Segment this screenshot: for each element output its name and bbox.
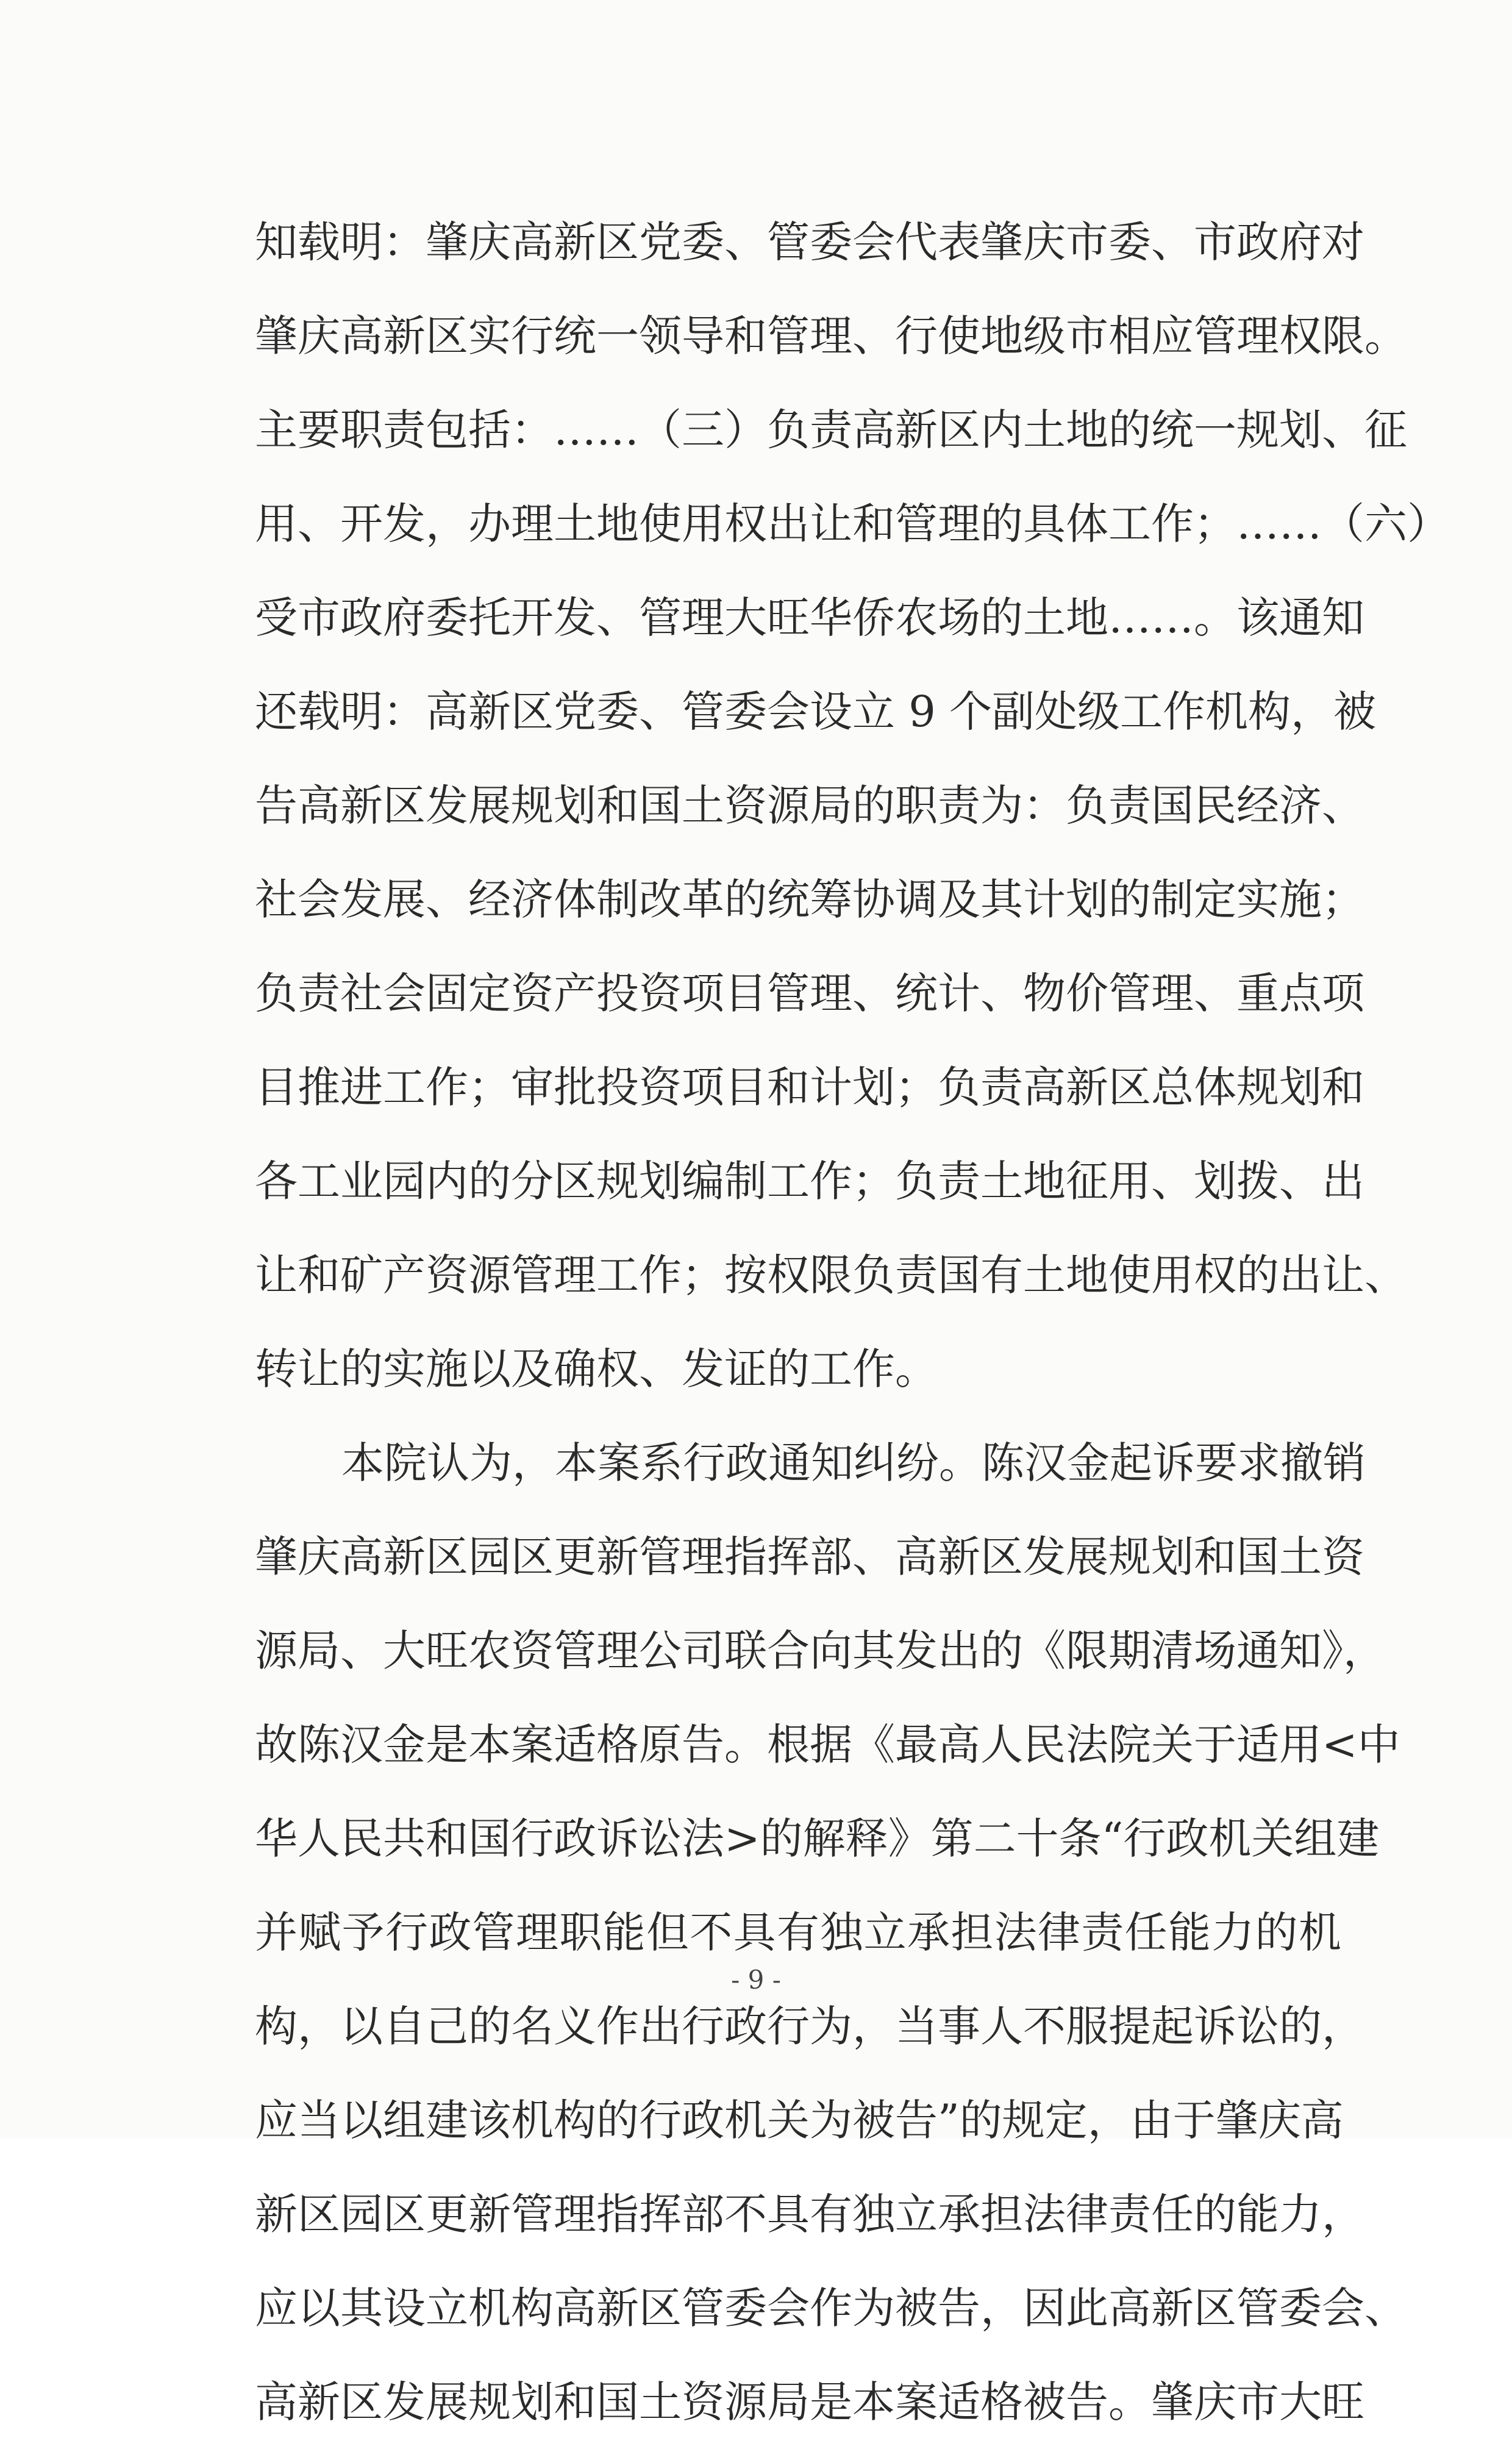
text-line: 还载明：高新区党委、管委会设立 9 个副处级工作机构，被 bbox=[255, 687, 1377, 737]
text-line: 高新区发展规划和国土资源局是本案适格被告。肇庆市大旺 bbox=[255, 2377, 1364, 2427]
text-line: 主要职责包括：……（三）负责高新区内土地的统一规划、征 bbox=[255, 405, 1407, 455]
text-line: 社会发展、经济体制改革的统筹协调及其计划的制定实施； bbox=[255, 874, 1364, 924]
text-line: 让和矿产资源管理工作；按权限负责国有土地使用权的出让、 bbox=[255, 1250, 1407, 1300]
text-line: 肇庆高新区实行统一领导和管理、行使地级市相应管理权限。 bbox=[255, 311, 1407, 361]
page-number: - 9 - bbox=[731, 1965, 781, 1995]
text-line: 负责社会固定资产投资项目管理、统计、物价管理、重点项 bbox=[255, 968, 1364, 1018]
text-line: 目推进工作；审批投资项目和计划；负责高新区总体规划和 bbox=[255, 1062, 1364, 1112]
body-text bbox=[255, 195, 1450, 2449]
text-line: 新区园区更新管理指挥部不具有独立承担法律责任的能力， bbox=[255, 2189, 1364, 2239]
text-line: 转让的实施以及确权、发证的工作。 bbox=[255, 1344, 938, 1394]
text-line: 并赋予行政管理职能但不具有独立承担法律责任能力的机 bbox=[255, 1907, 1341, 1957]
text-line: 受市政府委托开发、管理大旺华侨农场的土地……。该通知 bbox=[255, 593, 1364, 643]
text-line: 各工业园内的分区规划编制工作；负责土地征用、划拨、出 bbox=[255, 1156, 1364, 1206]
text-line: 应当以组建该机构的行政机关为被告”的规定，由于肇庆高 bbox=[255, 2095, 1344, 2145]
text-line: 用、开发，办理土地使用权出让和管理的具体工作；……（六） bbox=[255, 499, 1450, 549]
text-line: 告高新区发展规划和国土资源局的职责为：负责国民经济、 bbox=[255, 781, 1364, 831]
text-line: 构，以自己的名义作出行政行为，当事人不服提起诉讼的， bbox=[255, 2001, 1364, 2051]
text-line: 故陈汉金是本案适格原告。根据《最高人民法院关于适用<中 bbox=[255, 1720, 1400, 1770]
text-line: 应以其设立机构高新区管委会作为被告，因此高新区管委会、 bbox=[255, 2283, 1407, 2333]
text-line: 源局、大旺农资管理公司联合向其发出的《限期清场通知》， bbox=[255, 1626, 1386, 1676]
text-line: 华人民共和国行政诉讼法>的解释》第二十条“行政机关组建 bbox=[255, 1814, 1380, 1864]
paragraph-first-line: 本院认为，本案系行政通知纠纷。陈汉金起诉要求撤销 bbox=[341, 1438, 1366, 1488]
text-line: 肇庆高新区园区更新管理指挥部、高新区发展规划和国土资 bbox=[255, 1532, 1364, 1582]
text-line: 知载明：肇庆高新区党委、管委会代表肇庆市委、市政府对 bbox=[255, 217, 1364, 267]
